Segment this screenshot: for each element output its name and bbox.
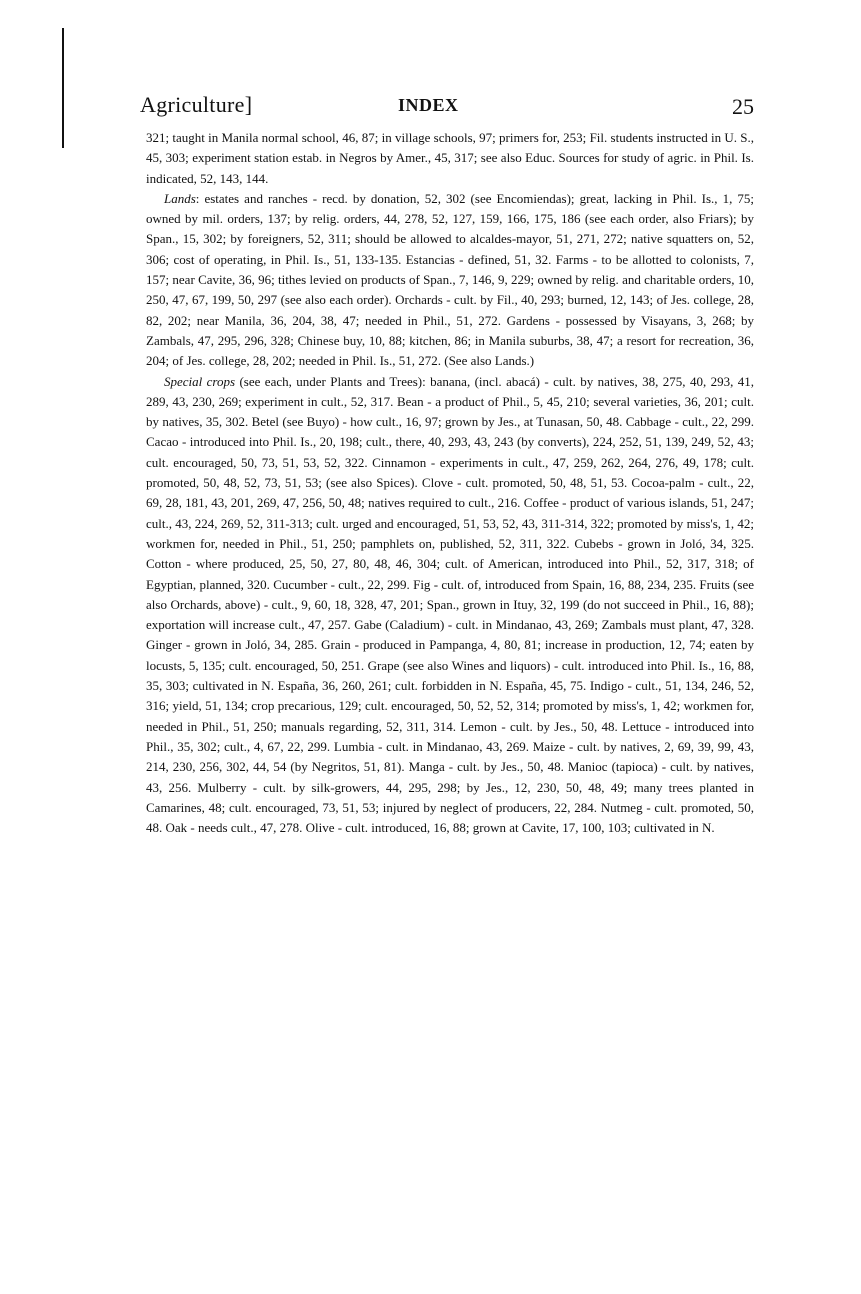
index-paragraph	[146, 189, 754, 372]
margin-rule	[62, 28, 64, 148]
index-paragraph	[146, 372, 754, 839]
paragraph-text: 321; taught in Manila normal school, 46, 87; in village schools, 97; primers for, 253; Fil. students instructed in U. S., 45, 303; experiment station estab. in Negros by Amer., 45, 317; see also Educ. Sources for study of agric. in Phil. Is. indicated, 52, 143, 144.	[146, 130, 754, 186]
section-title: Agriculture]	[140, 92, 253, 117]
page-title: INDEX	[398, 95, 459, 115]
paragraph-text: : estates and ranches - recd. by donation, 52, 302 (see Encomiendas); great, lacking in Phil. Is., 1, 75; owned by mil. orders, 137; by relig. orders, 44, 278, 52, 127, 159, 166, 175, 186 (see each order, also Friars); by Span., 15, 302; by foreigners, 52, 311; should be allowed to alcaldes-mayor, 51, 271, 272; native squatters on, 52, 306; cost of operating, in Phil. Is., 51, 133-135. Estancias - defined, 51, 32. Farms - to be allotted to colonists, 7, 157; near Cavite, 36, 96; tithes levied on products of Span., 7, 146, 9, 229; owned by relig. and charitable orders, 10, 250, 47, 67, 199, 50, 297 (see also each order). Orchards - cult. by Fil., 40, 293; burned, 12, 143; of Jes. college, 28, 82, 202; near Manila, 36, 204, 38, 47; needed in Phil., 51, 272. Gardens - possessed by Visayans, 3, 268; by Zambals, 47, 295, 296, 328; Chinese buy, 10, 88; kitchen, 86; in Manila suburbs, 38, 47; a resort for recreation, 36, 204; of Jes. college, 28, 202; needed in Phil. Is., 51, 272. (See also Lands.)	[146, 190, 754, 369]
running-head	[140, 92, 754, 126]
index-text	[146, 128, 754, 838]
subentry-heading: Lands	[164, 190, 196, 206]
page-number: 25	[732, 94, 754, 119]
index-paragraph	[146, 128, 754, 189]
paragraph-text: (see each, under Plants and Trees): banana, (incl. abacá) - cult. by natives, 38, 275, 40, 293, 41, 289, 43, 230, 269; experiment in cult., 52, 317. Bean - a product of Phil., 5, 45, 210; several varieties, 36, 201; cult. by natives, 35, 302. Betel (see Buyo) - how cult., 16, 97; grown by Jes., at Tunasan, 50, 48. Cabbage - cult., 22, 299. Cacao - introduced into Phil. Is., 20, 198; cult., there, 40, 293, 43, 243 (by converts), 224, 252, 51, 139, 249, 52, 43; cult. encouraged, 50, 73, 51, 53, 52, 322. Cinnamon - experiments in cult., 47, 259, 262, 264, 276, 49, 178; cult. promoted, 50, 48, 52, 73, 51, 53; (see also Spices). Clove - cult. promoted, 50, 48, 51, 53. Cocoa-palm - cult., 22, 69, 28, 181, 43, 201, 269, 47, 256, 50, 48; natives required to cult., 216. Coffee - product of various islands, 51, 247; cult., 43, 224, 269, 52, 311-313; cult. urged and encouraged, 51, 53, 52, 43, 311-314, 322; promoted by miss's, 1, 42; workmen for, needed in Phil., 51, 250; pamphlets on, published, 52, 311, 322. Cubebs - grown in Joló, 34, 325. Cotton - where produced, 25, 50, 27, 80, 48, 46, 304; cult. of American, introduced into Phil., 52, 317, 318; of Egyptian, planned, 320. Cucumber - cult., 22, 299. Fig - cult. of, introduced from Spain, 16, 88, 234, 235. Fruits (see also Orchards, above) - cult., 9, 60, 18, 328, 47, 201; Span., grown in Ituy, 32, 199 (do not succeed in Phil., 16, 88); exportation will increase cult., 47, 257. Gabe (Caladium) - cult. in Mindanao, 43, 269; Zambals must plant, 47, 328. Ginger - grown in Joló, 34, 285. Grain - produced in Pampanga, 4, 80, 81; increase in production, 12, 74; eaten by locusts, 5, 135; cult. encouraged, 50, 251. Grape (see also Wines and liquors) - cult. introduced into Phil. Is., 16, 88, 35, 303; cultivated in N. España, 36, 260, 261; cult. forbidden in N. España, 45, 75. Indigo - cult., 51, 134, 246, 52, 316; yield, 51, 134; crop precarious, 129; cult. encouraged, 50, 52, 52, 314; promoted by miss's, 1, 42; workmen for, needed in Phil., 51, 250; manuals regarding, 52, 311, 314. Lemon - cult. by Jes., 50, 48. Lettuce - introduced into Phil., 35, 302; cult., 4, 67, 22, 299. Lumbia - cult. in Mindanao, 43, 269. Maize - cult. by natives, 2, 69, 39, 99, 43, 214, 230, 256, 302, 44, 54 (by Negritos, 51, 81). Manga - cult. by Jes., 50, 48. Manioc (tapioca) - cult. by natives, 43, 256. Mulberry - cult. by silk-growers, 44, 295, 298; by Jes., 12, 230, 50, 48, 49; many trees planted in Camarines, 48; cult. encouraged, 73, 51, 53; injured by neglect of producers, 22, 284. Nutmeg - cult. promoted, 50, 48. Oak - needs cult., 47, 278. Olive - cult. introduced, 16, 88; grown at Cavite, 17, 100, 103; cultivated in N.	[146, 373, 754, 836]
subentry-heading: Special crops	[164, 373, 236, 389]
